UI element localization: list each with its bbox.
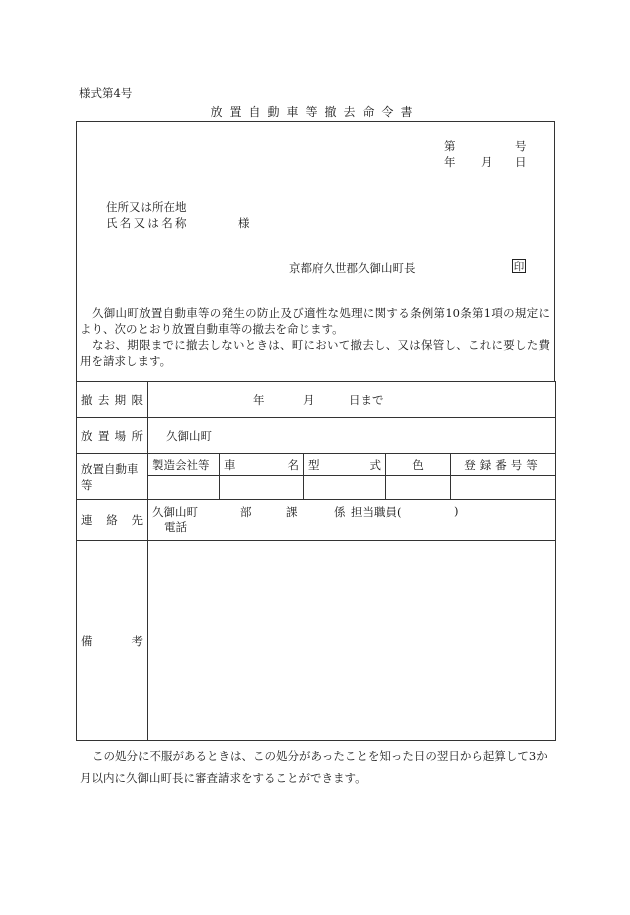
location-row (77, 418, 556, 454)
vehicle-registration-value[interactable] (451, 476, 556, 500)
recipient-address-label: 住所又は所在地 (106, 200, 187, 214)
order-paragraph-1: 久御山町放置自動車等の発生の防止及び適性な処理に関する条例第10条第1項の規定により、次のとおり放置自動車等の撤去を命じます。 (80, 306, 550, 336)
vehicle-header-row (77, 454, 556, 476)
order-details-table (76, 381, 556, 741)
remarks-row (77, 541, 556, 741)
document-title: 放置自動車等撤去命令書 (210, 105, 420, 119)
vehicle-label: 放置自動車等 (77, 454, 148, 500)
recipient-honorific: 様 (238, 216, 250, 230)
deadline-day: 日まで (349, 392, 384, 407)
contact-label: 連 絡 先 (77, 500, 148, 541)
recipient-name-label: 氏名又は名称 (106, 216, 189, 230)
vehicle-color-value[interactable] (386, 476, 451, 500)
deadline-row (77, 382, 556, 418)
order-paragraph-2: なお、期限までに撤去しないときは、町において撤去し、又は保管し、これに要した費用を請求します。 (80, 338, 550, 368)
issue-date-day: 日 (515, 155, 527, 169)
contact-section: 課 (286, 505, 298, 519)
contact-town: 久御山町 (152, 505, 198, 519)
vehicle-maker-value[interactable] (148, 476, 220, 500)
form-number-label: 様式第4号 (79, 86, 133, 100)
vehicle-value-row (77, 476, 556, 500)
issue-date-month: 月 (481, 155, 493, 169)
contact-subsection: 係 (334, 505, 346, 519)
deadline-month: 月 (303, 392, 315, 407)
contact-department: 部 (240, 505, 252, 519)
contact-phone: 電話 (164, 520, 187, 534)
vehicle-registration-header: 登録番号等 (451, 454, 556, 476)
vehicle-name-value[interactable] (220, 476, 304, 500)
remarks-value[interactable] (148, 541, 556, 741)
vehicle-model-value[interactable] (304, 476, 386, 500)
vehicle-model-header: 型 式 (304, 454, 386, 476)
deadline-value[interactable] (148, 382, 556, 418)
appeal-notice: この処分に不服があるときは、この処分があったことを知った日の翌日から起算して3か月以内に久御山町長に審査請求をすることができます。 (80, 749, 548, 785)
document-number-go: 号 (515, 139, 527, 153)
contact-value[interactable] (148, 500, 556, 541)
vehicle-color-header: 色 (386, 454, 451, 476)
vehicle-name-header: 車 名 (220, 454, 304, 476)
deadline-year: 年 (253, 392, 265, 407)
issue-date-year: 年 (444, 155, 456, 169)
location-label: 放 置 場 所 (77, 418, 148, 454)
contact-staff-close: ) (454, 504, 459, 518)
document-number-dai: 第 (444, 139, 456, 153)
seal-mark: 印 (513, 261, 525, 273)
remarks-label: 備 考 (77, 541, 148, 741)
deadline-label: 撤 去 期 限 (77, 382, 148, 418)
contact-row (77, 500, 556, 541)
location-value[interactable]: 久御山町 (148, 418, 556, 454)
contact-staff: 担当職員( (351, 505, 402, 519)
issuer-mayor: 京都府久世郡久御山町長 (289, 261, 416, 275)
vehicle-maker-header: 製造会社等 (148, 454, 220, 476)
